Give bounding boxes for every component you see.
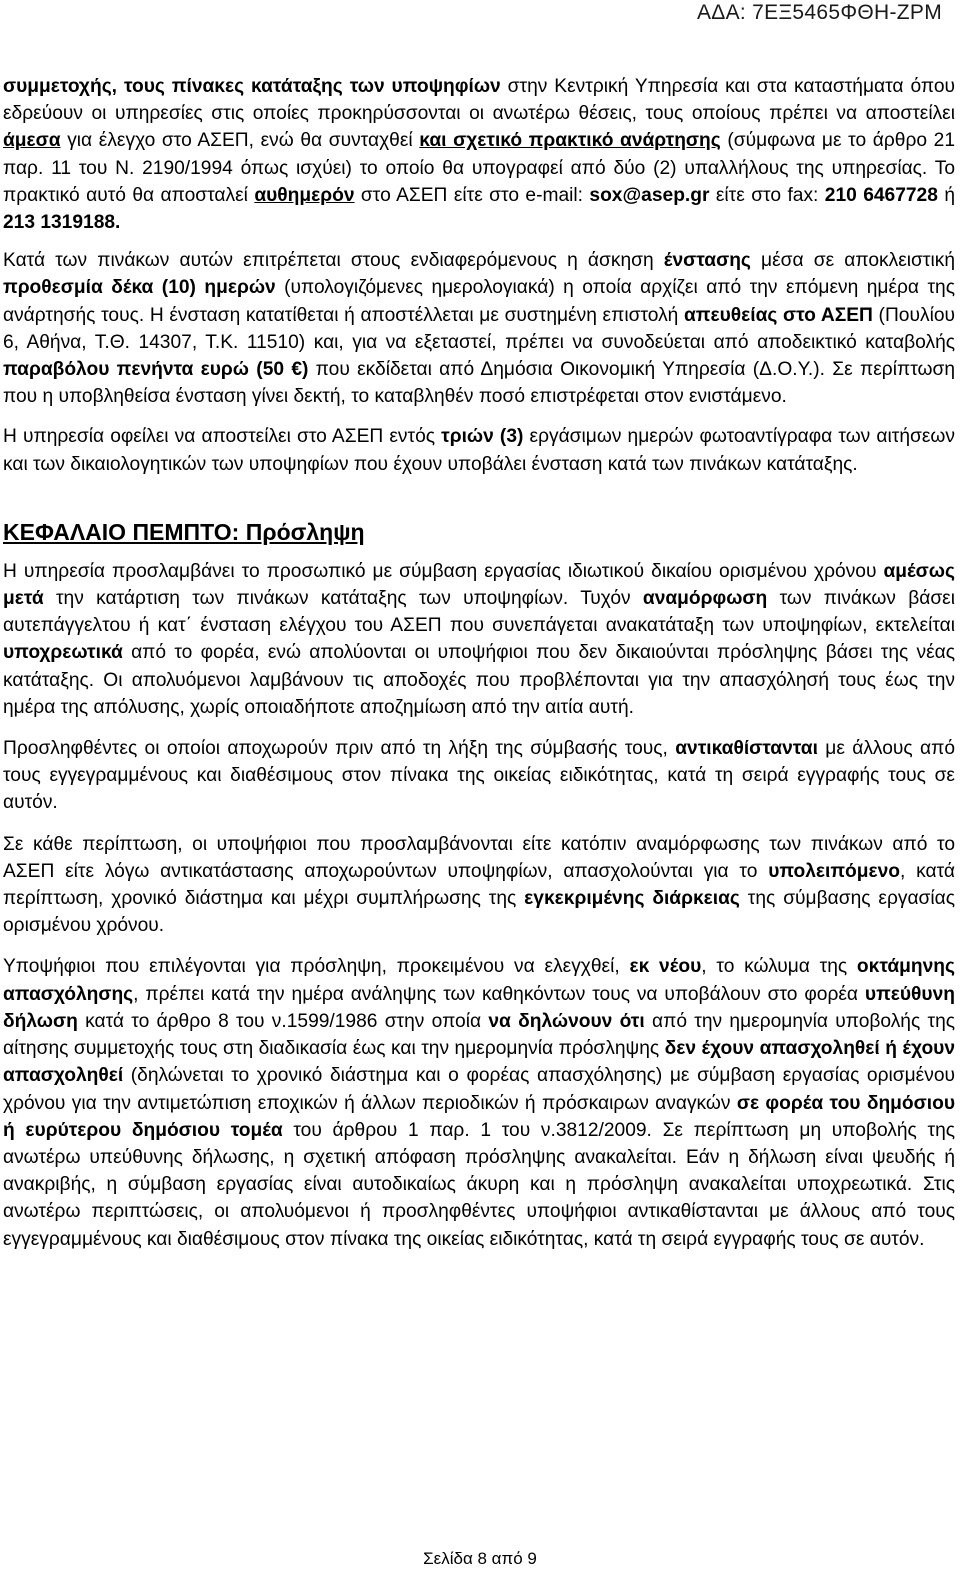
text: από το φορέα, ενώ απολύονται οι υποψήφιοι που δεν δικαιούνται πρόσληψης βάσει της νέας κατάταξης. Οι απολυόμενοι λαμβάνουν τις αποδοχές που προβλέπονται για την απασχόλησή τους έως την ημέρα της απόλυσης, χωρίς οποιαδήποτε αποζημίωση από την αιτία αυτή. [3,642,955,718]
ada-code: ΑΔΑ: 7ΕΞ5465ΦΘΗ-ΖΡΜ [696,1,942,24]
text: εργάσιμων ημερών φωτοαντίγραφα των αιτήσεων και των δικαιολογητικών των υποψηφίων που έχουν υποβάλει ένσταση κατά των πινάκων κατάταξης. [3,426,955,475]
document-body [3,73,955,1253]
text: Η υπηρεσία προσλαμβάνει το προσωπικό με σύμβαση εργασίας ιδιωτικού δικαίου ορισμένου χρόνου [3,560,884,582]
paragraph-declaration [3,953,955,1252]
text: Υποψήφιοι που επιλέγονται για πρόσληψη, προκειμένου να ελεγχθεί, [3,956,630,978]
email-address: sox@asep.gr [589,184,710,206]
bold-underlined-text: άμεσα [3,130,61,152]
text: (σύμφωνα με το άρθρο 21 παρ. 11 του Ν. 2190/1994 όπως ισχύει) το οποίο θα υπογραφεί από δύο (2) υπαλλήλους της υπηρεσίας. Το πρακτικό αυτό θα αποσταλεί [3,130,956,206]
text: μέσα σε αποκλειστική [750,250,955,272]
text: στην Κεντρική Υπηρεσία και στα καταστήματα όπου εδρεύουν οι υπηρεσίες στις οποίες προκηρύσσονται οι ανωτέρω θέσεις, τους οποίους πρέπει να αποστείλει [3,76,955,125]
bold-text: σε φορέα του δημόσιου ή ευρύτερου δημόσιου τομέα [3,1092,955,1141]
text: (υπολογιζόμενες ημερολογιακά) η οποία αρχίζει από την επόμενη ημέρα της ανάρτησής τους. Η ένσταση κατατίθεται ή αποστέλλεται με συστημένη επιστολή [3,277,955,326]
paragraph-replacement [3,735,955,817]
text: Σε κάθε περίπτωση, οι υποψήφιοι που προσλαμβάνονται είτε κατόπιν αναμόρφωσης των πινάκων από το ΑΣΕΠ είτε λόγω αντικατάστασης αποχωρούντων υποψηφίων, απασχολούνται για το [3,833,955,882]
text: , πρέπει κατά την ημέρα ανάληψης των καθηκόντων τους να υποβάλουν στο φορέα [133,983,865,1005]
bold-underlined-text: αυθημερόν [254,184,355,206]
bold-text: προθεσμία δέκα (10) ημερών [3,277,276,299]
bold-text: δεν έχουν απασχοληθεί ή έχουν απασχοληθεί [3,1038,955,1087]
fax-number: 213 1319188. [3,212,121,234]
text: , το κώλυμα της [701,956,857,978]
bold-text: υπολειπόμενο [768,860,901,882]
page-number: Σελίδα 8 από 9 [423,1549,537,1568]
text: από την ημερομηνία υποβολής της αίτησης συμμετοχής τους στη διαδικασία έως και την ημερομηνία πρόσληψης [3,1010,956,1060]
bold-underlined-text: και σχετικό πρακτικό ανάρτησης [419,130,721,152]
paragraph-objection [3,247,955,410]
bold-text: αντικαθίστανται [675,738,818,760]
bold-text: παραβόλου πενήντα ευρώ (50 €) [3,359,309,381]
bold-text: εκ νέου [629,956,702,978]
bold-text: υπεύθυνη δήλωση [3,983,955,1032]
bold-text: οκτάμηνης απασχόλησης [3,956,955,1005]
text: την κατάρτιση των πινάκων κατάταξης των υποψηφίων. Τυχόν [43,588,643,610]
text: της σύμβασης εργασίας ορισμένου χρόνου. [3,888,956,937]
bold-text: υποχρεωτικά [3,642,123,664]
text: είτε στο fax: [709,184,825,206]
bold-text: συμμετοχής, τους πίνακες κατάταξης των υποψηφίων [3,76,501,97]
chapter-heading: ΚΕΦΑΛΑΙΟ ΠΕΜΠΤΟ: Πρόσληψη [3,518,365,545]
bold-text: εγκεκριμένης διάρκειας [524,888,740,910]
text: με άλλους από τους εγγεγραμμένους και διαθέσιμους στον πίνακα της οικείας ειδικότητας, κατά τη σειρά εγγραφής τους σε αυτόν. [3,738,955,814]
text: (δηλώνεται το χρονικό διάστημα και ο φορέας απασχόλησης) με σύμβαση εργασίας ορισμένου χρόνου για την αντιμετώπιση εποχικών ή άλλων περιοδικών ή πρόσκαιρων αναγκών [3,1065,955,1114]
bold-text: αμέσως μετά [3,560,955,610]
text: κατά το άρθρο 8 του ν.1599/1986 στην οποία [77,1010,489,1032]
text: (Πουλίου 6, Αθήνα, Τ.Θ. 14307, Τ.Κ. 11510) και, για να εξεταστεί, πρέπει να συνοδεύεται από αποδεικτικό καταβολής [3,304,955,353]
text: Η υπηρεσία οφείλει να αποστείλει στο ΑΣΕΠ εντός [3,426,442,448]
text: του άρθρου 1 παρ. 1 του ν.3812/2009. Σε περίπτωση μη υποβολής της ανωτέρω υπεύθυνης δήλωσης, η σχετική απόφαση πρόσληψης ανακαλείται. Εάν η δήλωση είναι ψευδής ή ανακριβής, η σύμβαση εργασίας είναι αυτοδικαίως άκυρη και η πρόσληψη ανακαλείται υποχρεωτικά. Στις ανωτέρω περιπτώσεις, οι απολυόμενοι ή προσληφθέντες υποψήφιοι αντικαθίστανται με άλλους από τους εγγεγραμμένους και διαθέσιμους στον πίνακα της οικείας ειδικότητας, κατά τη σειρά εγγραφής τους σε αυτόν. [3,1119,955,1250]
bold-text: απευθείας στο ΑΣΕΠ [684,304,873,326]
text: , κατά περίπτωση, χρονικό διάστημα και μέχρι συμπλήρωσης της [3,860,955,910]
text: των πινάκων βάσει αυτεπάγγελτου ή κατ΄ ένσταση ελέγχου του ΑΣΕΠ που συνεπάγεται ανακατάταξη των υποψηφίων, εκτελείται [3,588,955,637]
text: Προσληφθέντες οι οποίοι αποχωρούν πριν από τη λήξη της σύμβασής τους, [3,738,676,760]
text: ή [937,184,955,206]
text: που εκδίδεται από Δημόσια Οικονομική Υπηρεσία (Δ.Ο.Υ.). Σε περίπτωση που η υποβληθείσα ένσταση γίνει δεκτή, το καταβληθέν ποσό επιστρέφεται στον ενιστάμενο. [3,359,955,408]
paragraph-hiring [3,558,955,721]
text: στο ΑΣΕΠ είτε στο e-mail: [354,184,590,206]
bold-text: τριών (3) [441,426,524,448]
paragraph-ranking-tables [3,73,955,236]
text: για έλεγχο στο ΑΣΕΠ, ενώ θα συνταχθεί [60,130,420,152]
paragraph-remaining-period [3,831,955,940]
bold-text: να δηλώνουν ότι [488,1010,645,1032]
bold-text: ένστασης [663,250,751,272]
bold-text: αναμόρφωση [642,588,768,610]
fax-number: 210 6467728 [824,184,938,206]
paragraph-photocopies [3,423,955,477]
text: Κατά των πινάκων αυτών επιτρέπεται στους ενδιαφερόμενους η άσκηση [3,250,664,272]
